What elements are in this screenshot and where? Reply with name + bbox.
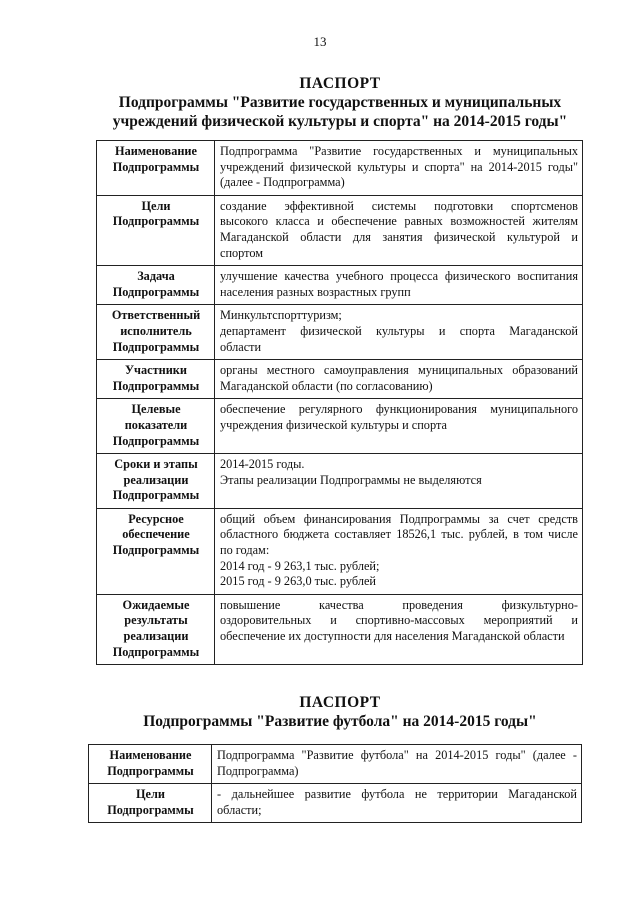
row-value-line: 2014-2015 годы. — [220, 457, 305, 472]
row-value-line: учреждения физической культуры и спорта — [220, 417, 447, 432]
row-label — [97, 266, 215, 305]
row-value-line: улучшение качества учебного процесса физического воспитания — [220, 269, 578, 284]
passport-row — [97, 360, 583, 399]
row-value-line: Магаданской области (по согласованию) — [220, 378, 433, 393]
row-value-line: Минкультспорттуризм; — [220, 308, 342, 323]
row-label — [97, 360, 215, 399]
row-value-line: областного бюджета составляет 18526,1 тыс. рублей, в том числе — [220, 527, 578, 542]
row-label-line: Подпрограммы — [112, 284, 200, 299]
row-value-line: - дальнейшее развитие футбола не территории Магаданской — [217, 787, 577, 802]
row-label-line: Сроки и этапы — [114, 457, 198, 472]
row-value — [215, 195, 583, 265]
row-label-line: Ответственный — [111, 308, 201, 323]
row-label-line: Подпрограммы — [112, 488, 200, 503]
row-value-line: органы местного самоуправления муниципальных образований — [220, 363, 578, 378]
row-value-line: общий объем финансирования Подпрограммы за счет средств — [220, 511, 578, 526]
row-label-line: Подпрограммы — [112, 644, 200, 659]
row-value — [215, 141, 583, 196]
row-label — [97, 454, 215, 509]
row-value-line: Этапы реализации Подпрограммы не выделяются — [220, 472, 482, 487]
passport-row — [97, 305, 583, 360]
row-value-line: Подпрограмма) — [217, 763, 299, 778]
row-label — [89, 784, 212, 823]
passport-row — [97, 454, 583, 509]
passport2-heading — [80, 693, 600, 731]
passport1-title: ПАСПОРТ — [299, 75, 381, 92]
row-label-line: Цели — [135, 787, 165, 802]
row-label-line: Подпрограммы — [112, 159, 200, 174]
row-label-line: Подпрограммы — [107, 802, 194, 817]
passport-row — [97, 195, 583, 265]
passport2-title: ПАСПОРТ — [299, 694, 381, 711]
row-value-line: области; — [217, 802, 262, 817]
row-label-line: исполнитель — [120, 323, 192, 338]
row-label-line: Наименование — [109, 748, 192, 762]
row-label-line: Подпрограммы — [112, 214, 200, 229]
row-value-line: Подпрограмма "Развитие футбола" на 2014-2015 годы" (далее - — [217, 748, 577, 762]
row-label — [97, 305, 215, 360]
row-label-line: Подпрограммы — [107, 763, 194, 778]
row-value — [215, 266, 583, 305]
row-value-line: по годам: — [220, 543, 270, 558]
row-label-line: Подпрограммы — [112, 543, 200, 558]
passport1-subtitle-line2: учреждений физической культуры и спорта" на 2014-2015 годы" — [112, 113, 568, 130]
row-value-line: Магаданской области для занятия физической культурой и — [220, 229, 578, 244]
row-label — [97, 399, 215, 454]
row-value-line: (далее - Подпрограмма) — [220, 175, 345, 190]
row-value — [215, 508, 583, 594]
passport-row — [89, 745, 582, 784]
row-value-line: области — [220, 339, 262, 354]
row-label — [97, 141, 215, 196]
row-value-line: обеспечение их доступности для населения Магаданской области — [220, 629, 565, 644]
row-value-line: создание эффективной системы подготовки спортсменов — [220, 198, 578, 213]
passport-row — [97, 508, 583, 594]
row-label-line: Подпрограммы — [112, 378, 200, 393]
passport-row — [97, 141, 583, 196]
row-label-line: реализации — [123, 472, 189, 487]
row-value-line: обеспечение регулярного функционирования муниципального — [220, 402, 578, 417]
passport-row — [97, 266, 583, 305]
row-value — [215, 305, 583, 360]
row-label — [89, 745, 212, 784]
row-value — [212, 784, 582, 823]
row-value-line: оздоровительных и спортивно-массовых мероприятий и — [220, 613, 578, 628]
passport2-table — [88, 744, 582, 823]
row-value-line: повышение качества проведения физкультурно- — [220, 597, 578, 612]
row-value — [212, 745, 582, 784]
passport-row — [89, 784, 582, 823]
passport-row — [97, 594, 583, 664]
passport1-subtitle-line1: Подпрограммы "Развитие государственных и муниципальных — [118, 94, 562, 111]
row-label-line: Задача — [137, 269, 175, 284]
row-value-line: высокого класса и обеспечение равных возможностей жителям — [220, 214, 578, 229]
row-label — [97, 195, 215, 265]
row-label-line: результаты — [124, 613, 188, 628]
row-label-line: обеспечение — [122, 527, 190, 542]
row-value-line: спортом — [220, 245, 264, 260]
row-value-line: 2015 год - 9 263,0 тыс. рублей — [220, 574, 377, 589]
row-value-line: департамент физической культуры и спорта Магаданской — [220, 323, 578, 338]
row-label-line: Участники — [125, 363, 187, 378]
row-value-line: 2014 год - 9 263,1 тыс. рублей; — [220, 558, 380, 573]
row-value — [215, 454, 583, 509]
row-label-line: Ресурсное — [128, 511, 184, 526]
passport1-table — [96, 140, 583, 665]
row-label-line: реализации — [123, 629, 189, 644]
row-value — [215, 399, 583, 454]
passport-row — [97, 399, 583, 454]
row-label — [97, 594, 215, 664]
row-value-line: населения разных возрастных групп — [220, 284, 411, 299]
passport1-heading — [80, 74, 600, 131]
row-label-line: показатели — [124, 417, 188, 432]
row-label-line: Ожидаемые — [122, 597, 190, 612]
passport2-subtitle-line1: Подпрограммы "Развитие футбола" на 2014-2015 годы" — [143, 713, 537, 730]
row-label-line: Подпрограммы — [112, 433, 200, 448]
row-label-line: Целевые — [131, 402, 181, 417]
row-label-line: Цели — [141, 198, 171, 213]
row-value-line: учреждений физической культуры и спорта" на 2014-2015 годы" — [220, 159, 578, 174]
page-number: 13 — [313, 34, 327, 49]
row-label — [97, 508, 215, 594]
row-value — [215, 594, 583, 664]
row-value — [215, 360, 583, 399]
row-label-line: Подпрограммы — [112, 339, 200, 354]
row-value-line: Подпрограмма "Развитие государственных и муниципальных — [220, 144, 578, 158]
row-label-line: Наименование — [115, 144, 197, 158]
